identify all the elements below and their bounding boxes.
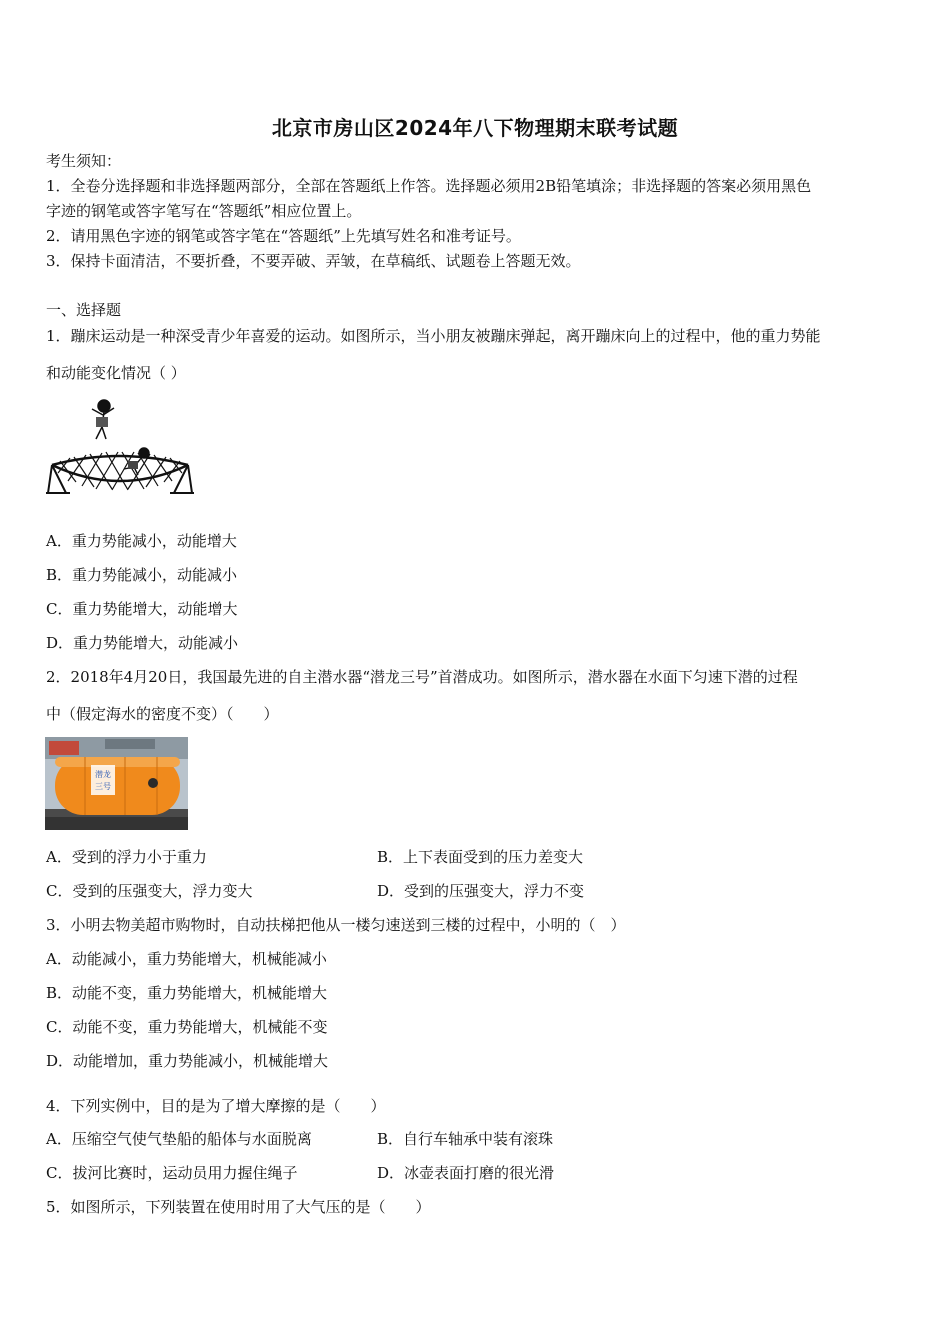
q1-option-a: A．重力势能减小，动能增大	[46, 532, 237, 550]
notice-heading: 考生须知：	[46, 152, 122, 170]
section-heading: 一、选择题	[46, 301, 122, 319]
notice-line-3: 2．请用黑色字迹的钢笔或答字笔在“答题纸”上先填写姓名和准考证号。	[46, 227, 521, 245]
submarine-name-2: 三号	[95, 782, 111, 791]
q3-option-c: C．动能不变，重力势能增大，机械能不变	[46, 1018, 328, 1036]
submarine-photo	[45, 737, 188, 830]
q5-stem: 5．如图所示，下列装置在使用时用了大气压的是（ ）	[46, 1198, 431, 1216]
trampoline-figure	[46, 397, 194, 501]
notice-line-4: 3．保持卡面清洁，不要折叠，不要弄破、弄皱，在草稿纸、试题卷上答题无效。	[46, 252, 581, 270]
q3-option-d: D．动能增加，重力势能减小，机械能增大	[46, 1052, 329, 1070]
q2-stem-line1: 2．2018年4月20日，我国最先进的自主潜水器“潜龙三号”首潜成功。如图所示，潜水器在水面下匀速下潜的过程	[46, 668, 798, 686]
q1-option-d: D．重力势能增大，动能减小	[46, 634, 239, 652]
notice-line-2: 字迹的钢笔或答字笔写在“答题纸”相应位置上。	[46, 202, 362, 220]
submarine-name-1: 潜龙	[95, 770, 111, 779]
q4-stem: 4．下列实例中，目的是为了增大摩擦的是（ ）	[46, 1097, 386, 1115]
child-figure-jumping	[92, 400, 114, 439]
q3-option-b: B．动能不变，重力势能增大，机械能增大	[46, 984, 328, 1002]
page-title: 北京市房山区2024年八下物理期末联考试题	[271, 116, 679, 140]
notice-line-1: 1．全卷分选择题和非选择题两部分，全部在答题纸上作答。选择题必须用2B铅笔填涂；非选择题的答案必须用黑色	[46, 177, 812, 195]
q4-option-a: A．压缩空气使气垫船的船体与水面脱离	[46, 1130, 312, 1148]
q1-option-c: C．重力势能增大，动能增大	[46, 600, 238, 618]
q1-stem-line1: 1．蹦床运动是一种深受青少年喜爱的运动。如图所示，当小朋友被蹦床弹起，离开蹦床向上的过程中，他的重力势能	[46, 327, 821, 345]
submarine-body	[55, 757, 180, 815]
q4-option-c: C．拔河比赛时，运动员用力握住绳子	[46, 1164, 298, 1182]
q1-stem-line2: 和动能变化情况（ ）	[46, 364, 186, 382]
q3-stem: 3．小明去物美超市购物时，自动扶梯把他从一楼匀速送到三楼的过程中，小明的（ ）	[46, 916, 626, 934]
q2-stem-line2: 中（假定海水的密度不变）（ ）	[46, 705, 279, 723]
q2-option-b: B．上下表面受到的压力差变大	[377, 848, 584, 866]
q2-option-d: D．受到的压强变大，浮力不变	[377, 882, 585, 900]
q3-option-a: A．动能减小，重力势能增大，机械能减小	[46, 950, 327, 968]
q2-option-a: A．受到的浮力小于重力	[46, 848, 207, 866]
q4-option-d: D．冰壶表面打磨的很光滑	[377, 1164, 555, 1182]
q2-option-c: C．受到的压强变大，浮力变大	[46, 882, 253, 900]
trampoline-bed	[46, 452, 194, 493]
q1-option-b: B．重力势能减小，动能减小	[46, 566, 238, 584]
q4-option-b: B．自行车轴承中装有滚珠	[377, 1130, 554, 1148]
